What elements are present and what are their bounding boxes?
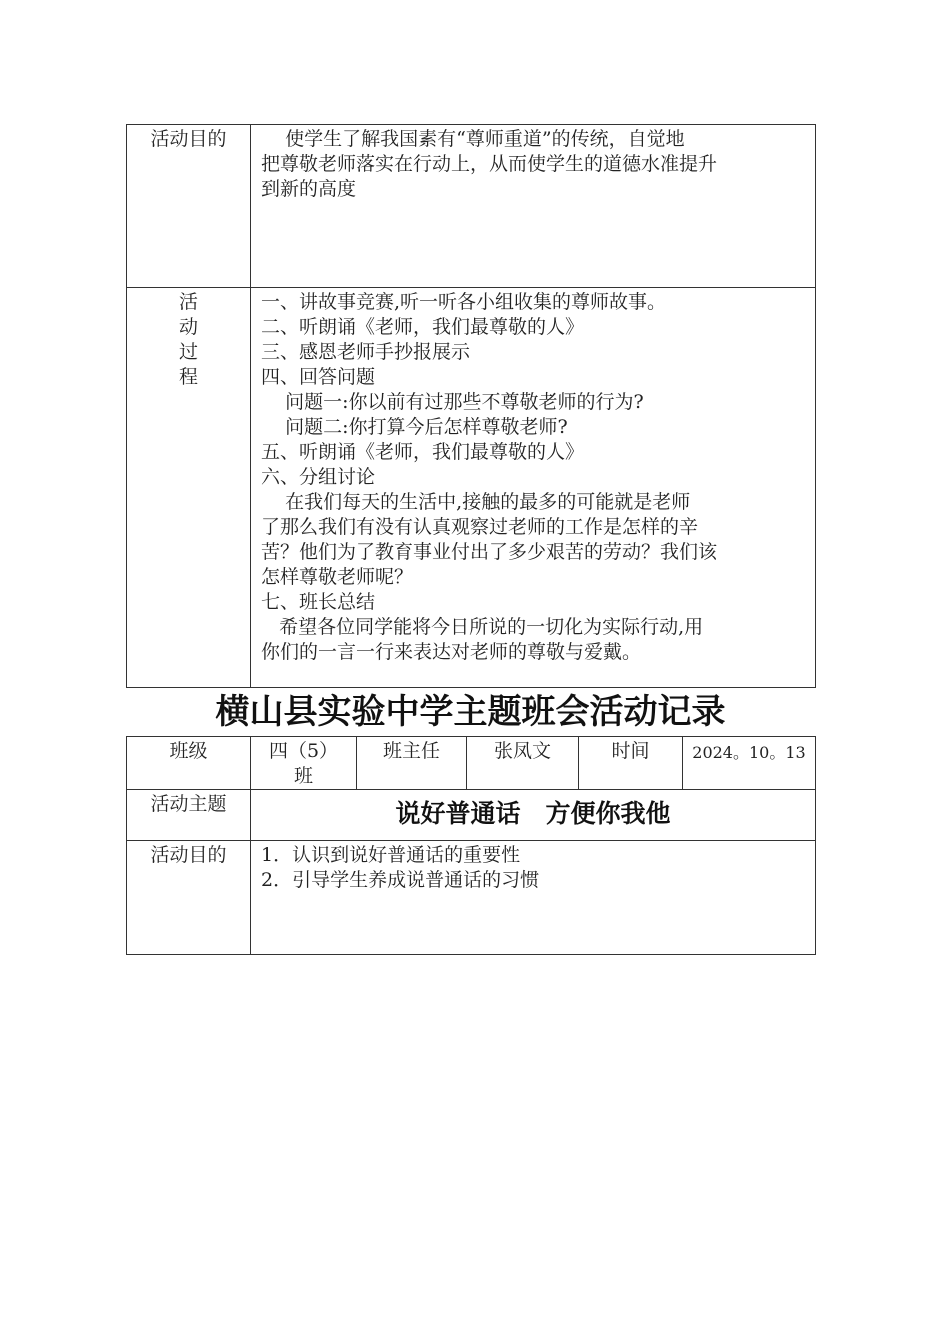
purpose-label: 活动目的 [127,125,251,288]
process-content [251,288,816,688]
activity-record-table [126,736,816,955]
purpose2-content [251,841,816,955]
process-line: 问题二:你打算今后怎样尊敬老师? [261,416,568,438]
process-line: 七、班长总结 [261,591,376,613]
process-line: 二、听朗诵《老师，我们最尊敬的人》 [261,316,585,338]
process-label-char: 过 [178,341,198,363]
process-line: 在我们每天的生活中,接触的最多的可能就是老师 [261,491,691,513]
purpose-row [127,125,816,288]
process-label-char: 活 [178,291,198,313]
process-line: 五、听朗诵《老师，我们最尊敬的人》 [261,441,585,463]
activity-record-table-continued [126,124,816,688]
process-row [127,288,816,688]
process-line: 希望各位同学能将今日所说的一切化为实际行动,用 [261,616,704,638]
class-value-line2: 班 [293,765,313,787]
process-line: 一、讲故事竞赛,听一听各小组收集的尊师故事。 [261,291,667,313]
class-label: 班级 [127,737,251,790]
process-line: 四、回答问题 [261,366,376,388]
info-row [127,737,816,790]
purpose-content [251,125,816,288]
class-value-line1: 四（5） [268,740,339,762]
theme-row [127,790,816,841]
process-line: 你们的一言一行来表达对老师的尊敬与爱戴。 [261,641,642,663]
theme-value: 说好普通话 方便你我他 [251,790,816,841]
process-label-char: 程 [178,366,198,388]
purpose2-row [127,841,816,955]
process-line: 六、分组讨论 [261,466,376,488]
class-value [251,737,357,790]
process-line: 了那么我们有没有认真观察过老师的工作是怎样的辛 [261,516,699,538]
time-value: 2024。10。13 [683,737,816,790]
process-line: 怎样尊敬老师呢？ [261,566,414,588]
process-line: 苦？他们为了教育事业付出了多少艰苦的劳动？我们该 [261,541,718,563]
process-line: 问题一:你以前有过那些不尊敬老师的行为? [261,391,644,413]
process-line: 三、感恩老师手抄报展示 [261,341,471,363]
process-label [127,288,251,688]
time-label: 时间 [579,737,683,790]
purpose2-line: 1．认识到说好普通话的重要性 [261,844,521,866]
process-label-char: 动 [178,316,198,338]
purpose-line: 到新的高度 [261,178,357,200]
teacher-label: 班主任 [357,737,467,790]
purpose-line: 把尊敬老师落实在行动上，从而使学生的道德水准提升 [261,153,718,175]
purpose2-label: 活动目的 [127,841,251,955]
theme-label: 活动主题 [127,790,251,841]
purpose-line: 使学生了解我国素有“尊师重道”的传统，自觉地 [261,128,685,150]
purpose2-line: 2．引导学生养成说普通话的习惯 [261,869,540,891]
document-heading: 横山县实验中学主题班会活动记录 [215,692,726,732]
teacher-value: 张凤文 [467,737,579,790]
